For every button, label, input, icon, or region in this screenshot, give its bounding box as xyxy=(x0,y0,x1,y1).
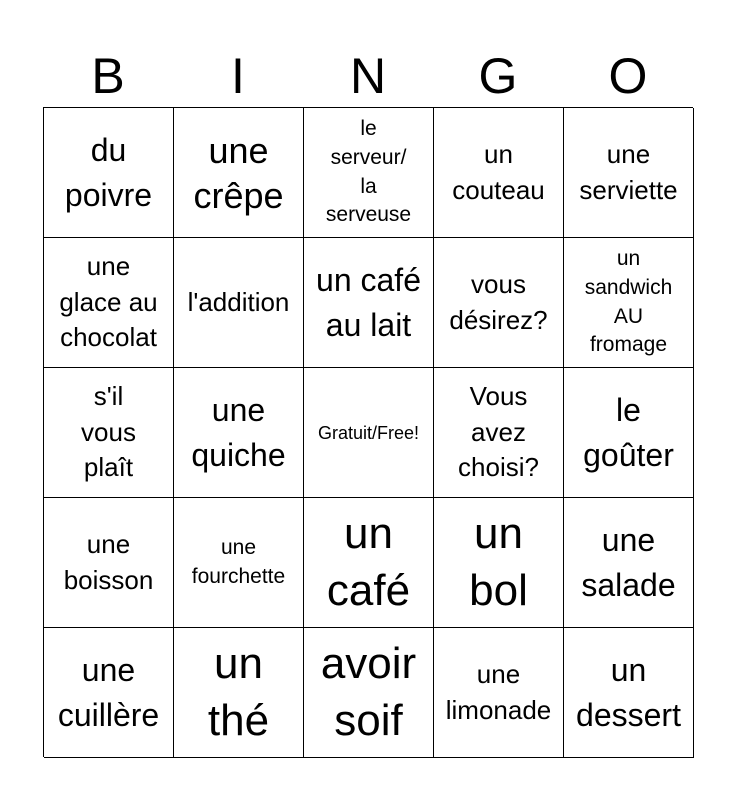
cell-text: une serviette xyxy=(579,139,678,205)
free-space-text: Gratuit/Free! xyxy=(317,422,420,443)
bingo-cell[interactable] xyxy=(304,498,434,628)
cell-text: une salade xyxy=(581,522,676,603)
bingo-cell[interactable] xyxy=(174,498,304,628)
cell-text: vous désirez? xyxy=(449,269,548,335)
bingo-cell[interactable] xyxy=(434,368,564,498)
cell-text: l'addition xyxy=(187,286,290,317)
bingo-cell[interactable] xyxy=(434,238,564,368)
bingo-cell[interactable] xyxy=(564,628,694,758)
cell-text: un dessert xyxy=(576,652,681,733)
cell-text: le serveur/ la serveuse xyxy=(325,116,412,227)
bingo-cell[interactable] xyxy=(434,498,564,628)
header-letter-i: I xyxy=(231,48,245,104)
bingo-cell[interactable] xyxy=(44,628,174,758)
bingo-cell[interactable] xyxy=(304,628,434,758)
bingo-header xyxy=(43,46,693,106)
bingo-cell[interactable] xyxy=(44,108,174,238)
cell-text: une fourchette xyxy=(191,535,286,588)
bingo-cell[interactable] xyxy=(44,498,174,628)
header-letter-g: G xyxy=(478,48,518,104)
cell-text: un thé xyxy=(207,639,270,745)
cell-text: du poivre xyxy=(64,132,153,213)
header-letter-b: B xyxy=(91,48,125,104)
bingo-cell[interactable] xyxy=(564,108,694,238)
cell-text: le goûter xyxy=(583,392,674,473)
cell-text: une crêpe xyxy=(193,129,284,216)
bingo-cell[interactable] xyxy=(434,628,564,758)
free-space-cell[interactable] xyxy=(304,368,434,498)
bingo-cell[interactable] xyxy=(564,238,694,368)
bingo-card xyxy=(43,107,693,757)
bingo-cell[interactable] xyxy=(304,238,434,368)
cell-text: une glace au chocolat xyxy=(59,251,158,353)
bingo-cell[interactable] xyxy=(44,368,174,498)
cell-text: une boisson xyxy=(63,529,154,595)
cell-text: un sandwich AU fromage xyxy=(584,246,673,357)
header-letter-o: O xyxy=(608,48,648,104)
bingo-cell[interactable] xyxy=(304,108,434,238)
cell-text: Vous avez choisi? xyxy=(458,381,539,483)
bingo-cell[interactable] xyxy=(564,498,694,628)
cell-text: s'il vous plaît xyxy=(81,381,136,483)
header-letter-n: N xyxy=(349,48,387,104)
cell-text: un café xyxy=(326,509,411,615)
cell-text: une limonade xyxy=(445,659,552,725)
cell-text: un bol xyxy=(469,509,528,615)
bingo-cell[interactable] xyxy=(564,368,694,498)
bingo-cell[interactable] xyxy=(174,628,304,758)
cell-text: un couteau xyxy=(452,139,545,205)
cell-text: une quiche xyxy=(191,392,286,473)
bingo-cell[interactable] xyxy=(174,238,304,368)
bingo-cell[interactable] xyxy=(174,108,304,238)
cell-text: une cuillère xyxy=(57,652,160,733)
bingo-cell[interactable] xyxy=(434,108,564,238)
bingo-cell[interactable] xyxy=(174,368,304,498)
cell-text: un café au lait xyxy=(316,262,421,343)
cell-text: avoir soif xyxy=(320,639,417,745)
bingo-cell[interactable] xyxy=(44,238,174,368)
